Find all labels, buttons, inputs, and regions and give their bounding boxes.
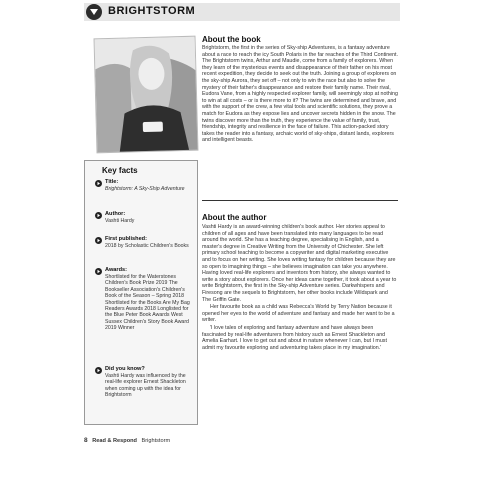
fact-title	[105, 179, 197, 192]
book-name: Brightstorm	[141, 438, 171, 444]
magazine-name: Read & Respond	[92, 438, 137, 444]
about-book-text: Brightstorm, the first in the series of Sky-ship Adventures, is a fantasy adventure about a race to reach the icy South Polaris in the far reaches of the Third Continent. The Brightstorm twins, Arthur and Maudie, come from a family of explorers. When they learn of the mysterious events and disappearance of their father on his most recent expedition, they decide to seek out the truth. Joining a group of explorers on the sky-ship Aurora, they set off – not only to win the race but also to solve the mystery of their father's disappearance and restore their family name. Their rival, Eudora Vane, from a highly respected explorer family, will seemingly stop at nothing to win at all costs – or is there more to it? The twins are determined and brave, and with the support of the crew, a few vital tools and scientific solutions, they prove a match for Eudora as they expose lies and uncover secrets hidden in the snow. The twins discover more than the truth, they experience the value of family, trust, friendship, integrity and resilience in the face of failure. This action-packed story takes the reader into a fantasy, archaic world of sky-ships, distant lands, explorers and intelligent beasts.	[202, 45, 399, 144]
about-book-title: About the book	[202, 35, 261, 44]
key-facts-title: Key facts	[102, 166, 138, 175]
about-author-text	[202, 224, 398, 352]
author-paragraph: Her favourite book as a child was Rebecca's World by Terry Nation because it opened her eyes to the world of adventure and fantasy and made her want to be a writer.	[202, 304, 395, 324]
arrow-icon	[95, 367, 102, 374]
fact-text: Shortlisted for the Waterstones Children's Book Prize 2019 The Bookseller Association's Children's Book of the Season – Spring 2018 Shortlisted for the Books Are My Bag Readers Awards 2018 Longlisted for the Blue Peter Book Awards West Sussex Children's Story Book Award 2019 Winner	[105, 274, 190, 332]
fact-awards	[105, 267, 197, 332]
header-bar	[84, 3, 400, 21]
fact-text: Vashti Hardy	[105, 218, 135, 224]
arrow-icon	[95, 180, 102, 187]
fact-text: 2018 by Scholastic Children's Books	[105, 243, 189, 249]
author-paragraph: Vashti Hardy is an award-winning children's book author. Her stories appeal to children of all ages and have been translated into many languages to be read around the world. She has a teaching degree, specialising in English, and a master's degree in Creative Writing from the University of Chichester. She left primary school teaching to become a copywriter and digital marketing executive and to focus on her writing. She loves writing fantasy for children because they are so open to imagining things – she believes imagination can take you anywhere. Having loved real-life explorers and inventors from history, she always wanted to write a story about explorers. Once her ideas came together, it took about a year to write Brightstorm, the first in the Sky-ship Adventure series. Darkwhispers and Firesong are the sequels to Brightstorm, her other books include Wildspark and The Griffin Gate.	[202, 224, 397, 303]
author-photo	[94, 36, 199, 154]
fact-label: First published:	[105, 236, 147, 242]
author-paragraph: 'I love tales of exploring and fantasy adventure and have always been fascinated by real-life adventurers from history such as Ernest Shackleton and Amelia Earhart. I love to get out and about in nature whenever I can, but I must admit my favourite exploring and adventuring takes place in my imagination.'	[202, 324, 387, 351]
fact-label: Title:	[105, 179, 119, 185]
fact-text: Vashti Hardy was influenced by the real-life explorer Ernest Shackleton when coming up with the idea for Brightstorm	[105, 373, 186, 399]
fact-author	[105, 211, 197, 224]
about-author-title: About the author	[202, 213, 267, 222]
fact-label: Awards:	[105, 267, 127, 273]
fact-first-published	[105, 236, 197, 249]
fact-label: Author:	[105, 211, 126, 217]
chevron-down-icon	[86, 4, 102, 20]
page-footer	[84, 437, 170, 444]
arrow-icon	[95, 212, 102, 219]
arrow-icon	[95, 268, 102, 275]
fact-did-you-know	[105, 366, 197, 399]
header-title: BRIGHTSTORM	[108, 5, 196, 17]
fact-text: Brightstorm: A Sky-Ship Adventure	[105, 186, 185, 192]
section-divider	[202, 200, 398, 201]
fact-label: Did you know?	[105, 366, 145, 372]
arrow-icon	[95, 237, 102, 244]
page-number: 8	[84, 437, 88, 444]
